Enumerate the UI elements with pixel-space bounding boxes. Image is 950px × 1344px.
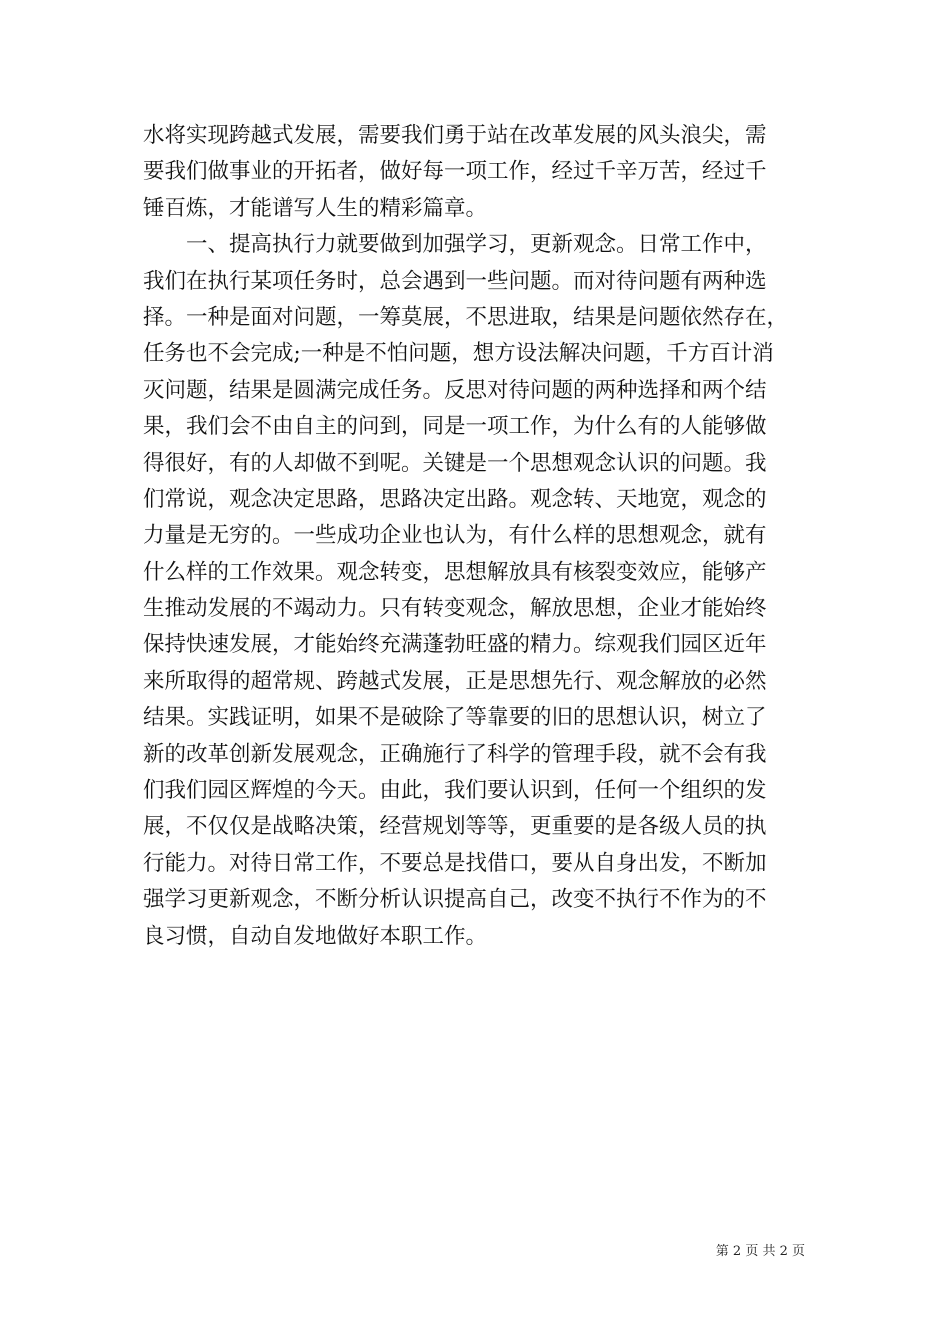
text-line: 结果。实践证明，如果不是破除了等靠要的旧的思想认识，树立了 [143, 705, 767, 731]
text-line: 保持快速发展，才能始终充满蓬勃旺盛的精力。综观我们园区近年 [143, 632, 767, 658]
text-line: 们我们园区辉煌的今天。由此，我们要认识到，任何一个组织的发 [143, 778, 767, 804]
text-line: 强学习更新观念，不断分析认识提高自己，改变不执行不作为的不 [143, 887, 767, 913]
text-line: 新的改革创新发展观念，正确施行了科学的管理手段，就不会有我 [143, 741, 767, 767]
text-line: 们常说，观念决定思路，思路决定出路。观念转、天地宽，观念的 [143, 486, 767, 512]
text-line: 行能力。对待日常工作，不要总是找借口，要从自身出发，不断加 [143, 850, 767, 876]
text-line: 灭问题，结果是圆满完成任务。反思对待问题的两种选择和两个结 [143, 377, 767, 403]
text-line: 任务也不会完成;一种是不怕问题，想方设法解决问题，千方百计消 [143, 341, 774, 367]
text-line: 要我们做事业的开拓者，做好每一项工作，经过千辛万苦，经过千 [143, 159, 767, 185]
text-line: 一、提高执行力就要做到加强学习，更新观念。日常工作中， [143, 232, 767, 258]
text-line: 来所取得的超常规、跨越式发展，正是思想先行、观念解放的必然 [143, 668, 767, 694]
text-line: 良习惯，自动自发地做好本职工作。 [143, 923, 488, 949]
text-line: 择。一种是面对问题，一筹莫展，不思进取，结果是问题依然存在， [143, 304, 789, 330]
text-line: 力量是无穷的。一些成功企业也认为，有什么样的思想观念，就有 [143, 523, 767, 549]
text-line: 我们在执行某项任务时，总会遇到一些问题。而对待问题有两种选 [143, 268, 767, 294]
text-line: 得很好，有的人却做不到呢。关键是一个思想观念认识的问题。我 [143, 450, 767, 476]
text-line: 果，我们会不由自主的问到，同是一项工作，为什么有的人能够做 [143, 414, 767, 440]
text-line: 展，不仅仅是战略决策，经营规划等等，更重要的是各级人员的执 [143, 814, 767, 840]
text-line: 锤百炼，才能谱写人生的精彩篇章。 [143, 195, 488, 221]
text-line: 生推动发展的不竭动力。只有转变观念，解放思想，企业才能始终 [143, 596, 767, 622]
page-number: 第 2 页 共 2 页 [715, 1244, 805, 1259]
text-line: 什么样的工作效果。观念转变，思想解放具有核裂变效应，能够产 [143, 559, 767, 585]
body-text [143, 118, 808, 955]
text-line: 水将实现跨越式发展，需要我们勇于站在改革发展的风头浪尖，需 [143, 123, 767, 148]
